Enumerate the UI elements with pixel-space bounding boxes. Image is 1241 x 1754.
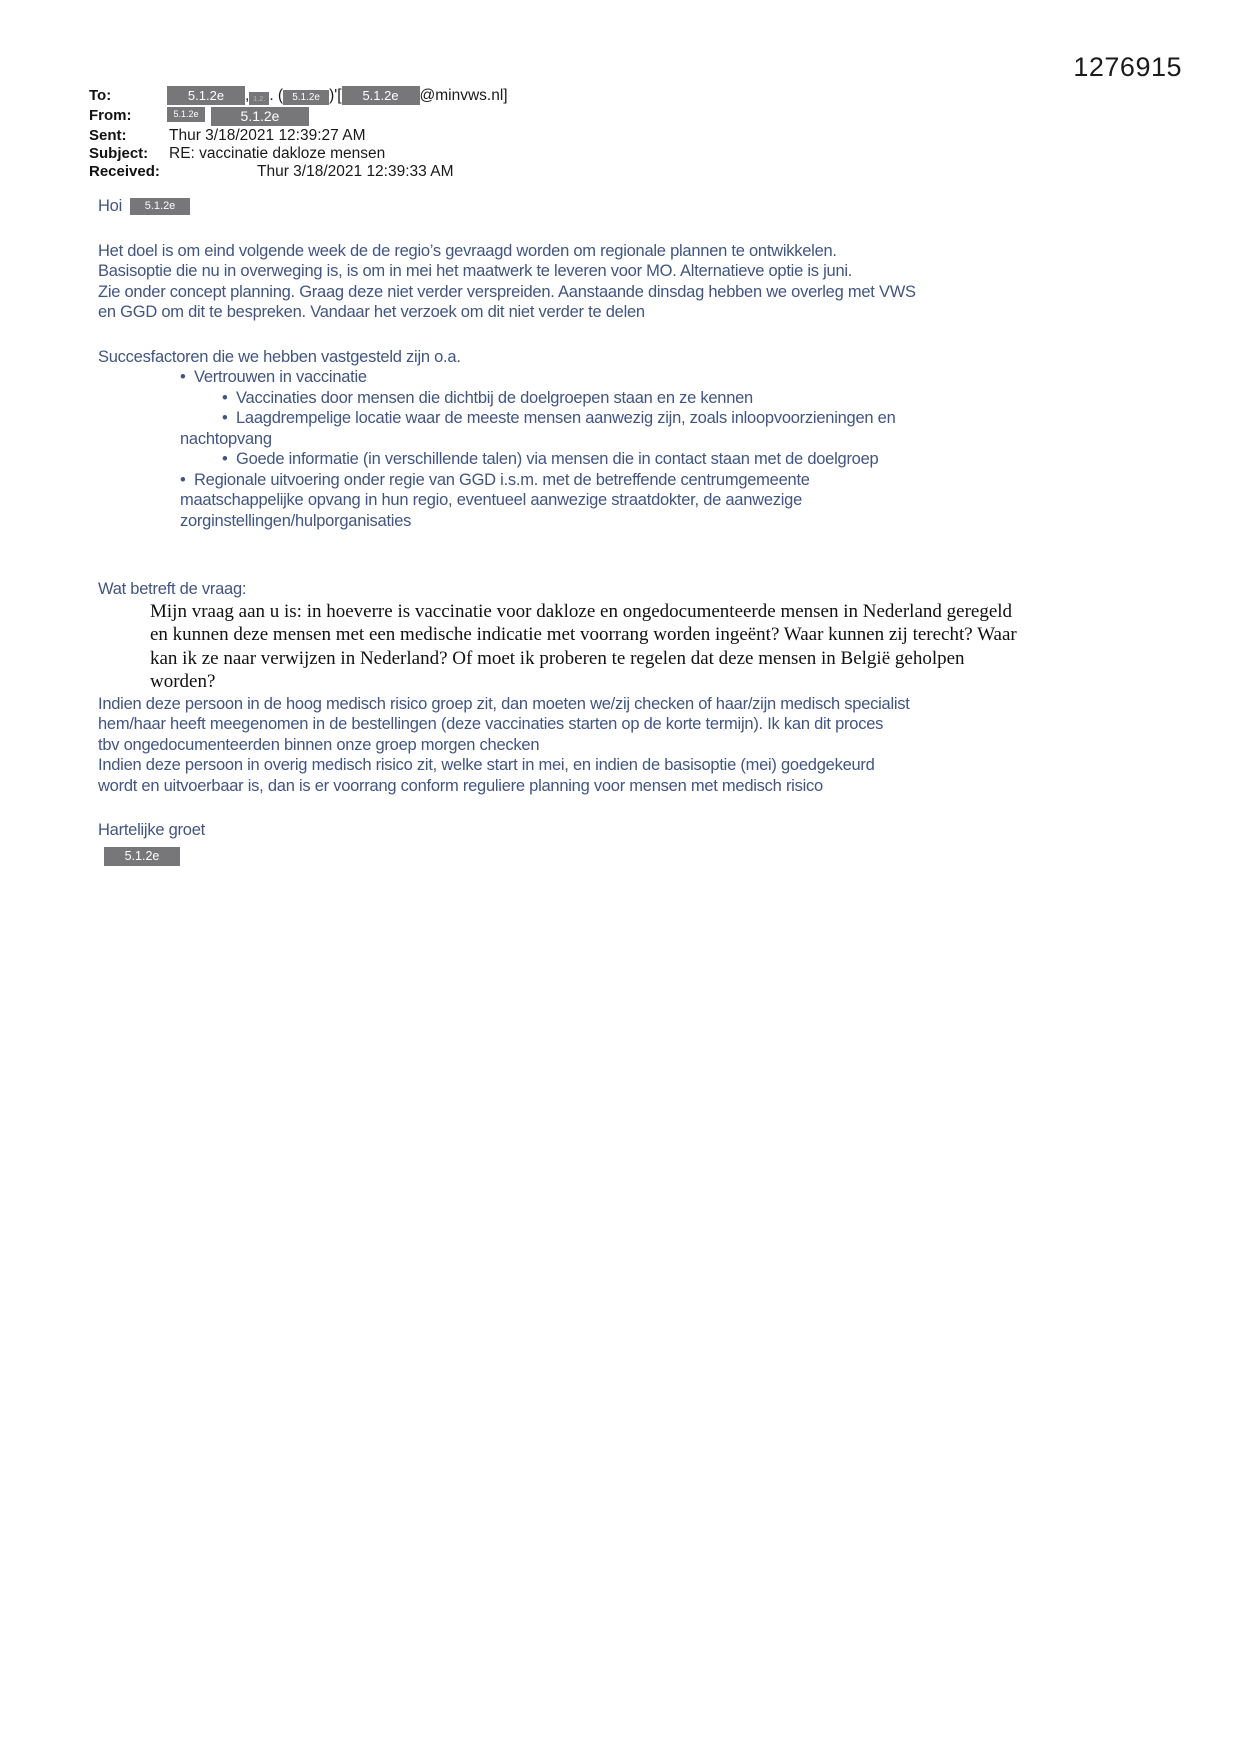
list-item-continuation: nachtopvang (180, 429, 272, 448)
answer-line: hem/haar heeft meegenomen in de bestellingen (deze vaccinaties starten op de korte termijn). Ik kan dit proces (98, 715, 884, 733)
redaction-chip: 5.1.2e (130, 198, 190, 215)
answer-line: Indien deze persoon in de hoog medisch risico groep zit, dan moeten we/zij checken of haar/zijn medisch specialist (98, 694, 910, 713)
header-row-sent (89, 127, 1089, 145)
list-item (180, 367, 1108, 388)
signature-block (98, 820, 1108, 866)
redaction-chip: 5.1.2e (167, 107, 205, 122)
list-item-continuation: maatschappelijke opvang in hun regio, eventueel aanwezige straatdokter, de aanwezige (180, 491, 803, 509)
list-item-label: Vertrouwen in vaccinatie (194, 368, 367, 386)
header-row-to (89, 87, 1089, 107)
redaction-chip: 1.2. (249, 92, 269, 105)
header-label-subject: Subject: (89, 145, 149, 162)
list-item-label: Vaccinaties door mensen die dichtbij de doelgroepen staan en ze kennen (236, 388, 753, 407)
redaction-chip: 5.1.2e (211, 107, 309, 126)
redaction-chip: 5.1.2e (283, 90, 329, 105)
intro-line: Zie onder concept planning. Graag deze niet verder verspreiden. Aanstaande dinsdag hebben we overleg met VWS (98, 282, 916, 301)
header-row-from (89, 107, 1089, 127)
bullet-icon: • (222, 450, 228, 468)
closing-redaction-line (104, 847, 1108, 866)
redaction-chip: 5.1.2e (104, 847, 180, 866)
quote-line: worden? (150, 671, 216, 692)
success-factors-list (98, 367, 1108, 531)
header-value-from (167, 107, 309, 126)
header-label-sent: Sent: (89, 127, 127, 144)
answer-paragraph (98, 694, 1108, 797)
bullet-icon: • (180, 368, 186, 386)
header-row-received (89, 163, 1089, 181)
quote-line: Mijn vraag aan u is: in hoeverre is vaccinatie voor dakloze en ongedocumenteerde mensen in Nederland geregeld (150, 600, 1013, 622)
quote-line: kan ik ze naar verwijzen in Nederland? Of moet ik proberen te regelen dat deze mensen in België geholpen (150, 647, 965, 669)
header-label-to: To: (89, 87, 112, 104)
header-value-sent: Thur 3/18/2021 12:39:27 AM (169, 127, 366, 144)
question-heading: Wat betreft de vraag: (98, 580, 247, 598)
list-item (222, 449, 1108, 470)
header-row-subject (89, 145, 1089, 163)
list-item (180, 470, 1108, 491)
email-body (98, 196, 1108, 866)
list-item-label: Laagdrempelige locatie waar de meeste mensen aanwezig zijn, zoals inloopvoorzieningen en (236, 409, 896, 427)
to-domain: @minvws.nl] (419, 87, 508, 104)
bullet-icon: • (180, 470, 186, 489)
answer-line: Indien deze persoon in overig medisch risico zit, welke start in mei, en indien de basisoptie (mei) goedgekeurd (98, 756, 875, 774)
header-value-received: Thur 3/18/2021 12:39:33 AM (257, 163, 454, 180)
redaction-chip: 5.1.2e (342, 86, 420, 105)
list-item (222, 408, 1108, 429)
list-item-label: Goede informatie (in verschillende talen) via mensen die in contact staan met de doelgroep (236, 450, 879, 468)
intro-line: Basisoptie die nu in overweging is, is om in mei het maatwerk te leveren voor MO. Alternatieve optie is juni. (98, 262, 853, 280)
document-id-number: 1276915 (1073, 52, 1182, 82)
bullet-icon: • (222, 388, 228, 407)
closing-text: Hartelijke groet (98, 821, 205, 839)
answer-line: wordt en uitvoerbaar is, dan is er voorrang conform reguliere planning voor mensen met medisch risico (98, 776, 823, 795)
bullet-icon: • (222, 409, 228, 427)
header-label-received: Received: (89, 163, 160, 180)
to-separator-2: . ( (269, 87, 284, 104)
to-separator-3: )'[ (329, 87, 342, 104)
intro-line: en GGD om dit te bespreken. Vandaar het verzoek om dit niet verder te delen (98, 303, 645, 321)
list-item (222, 388, 1108, 409)
list-item-continuation: zorginstellingen/hulporganisaties (180, 511, 412, 530)
redaction-chip: 5.1.2e (167, 86, 245, 105)
header-value-subject: RE: vaccinatie dakloze mensen (169, 145, 386, 162)
email-header (89, 87, 1089, 181)
intro-paragraph (98, 241, 1108, 323)
quoted-question-block (150, 600, 1108, 694)
intro-line: Het doel is om eind volgende week de de regio’s gevraagd worden om regionale plannen te ontwikkelen. (98, 241, 837, 260)
quote-line: en kunnen deze mensen met een medische indicatie met voorrang worden ingeënt? Waar kunnen zij terecht? Waar (150, 624, 1017, 645)
header-value-to (167, 86, 508, 105)
header-label-from: From: (89, 107, 132, 124)
list-item-label: Regionale uitvoering onder regie van GGD i.s.m. met de betreffende centrumgemeente (194, 470, 810, 489)
greeting-line (98, 196, 1108, 217)
success-factors-heading: Succesfactoren die we hebben vastgesteld zijn o.a. (98, 347, 461, 366)
greeting-text: Hoi (98, 197, 123, 215)
answer-line: tbv ongedocumenteerden binnen onze groep morgen checken (98, 735, 540, 754)
to-separator-1: , (245, 87, 250, 104)
